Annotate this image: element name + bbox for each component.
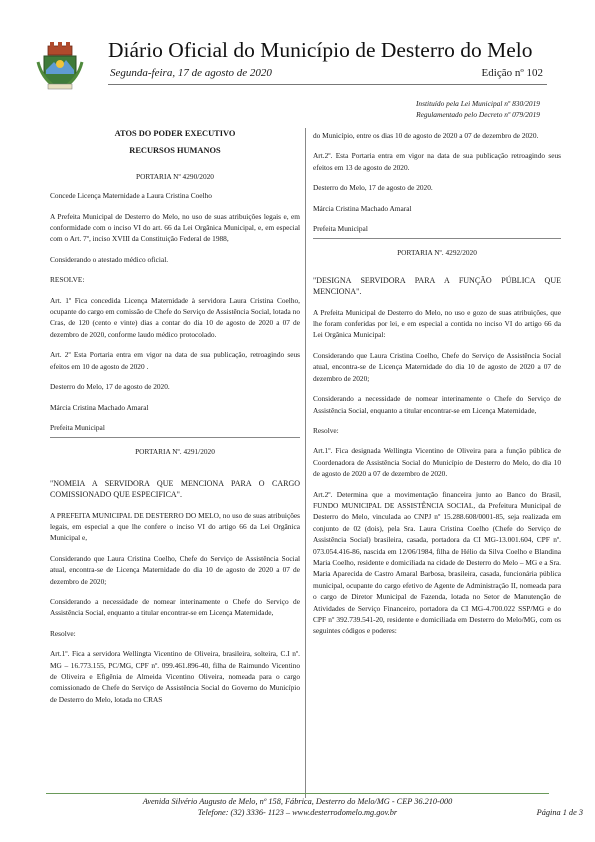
left-column bbox=[50, 128, 300, 714]
column-divider bbox=[305, 128, 306, 798]
portaria-4291-title: "NOMEIA A SERVIDORA QUE MENCIONA PARA O CARGO COMISSIONADO QUE ESPECIFICA". bbox=[50, 478, 300, 500]
portaria-4291-art1: Art.1º. Fica a servidora Wellingta Vicentino de Oliveira, brasileira, solteira, C.I nº. MG – 16.773.155, PC/MG, CPF nº. 099.461.896-40, filha de Raimundo Vicentino de Oliveira e Efigênia de Almeida Vicentino Oliveira, nomeada para o cargo comissionado de Chefe do Serviço de Assistência Social do Governo do Município de Desterro do Melo, lotada no CRAS bbox=[50, 649, 300, 704]
header-divider bbox=[108, 84, 547, 85]
portaria-4291-art2: Art.2º. Esta Portaria entra em vigor na data de sua publicação retroagindo seus efeitos em 13 de agosto de 2020. bbox=[313, 151, 561, 172]
section-heading-executive: ATOS DO PODER EXECUTIVO bbox=[114, 129, 236, 138]
portaria-4291-signatory-role: Prefeita Municipal bbox=[313, 224, 368, 234]
issue-date: Segunda-feira, 17 de agosto de 2020 bbox=[110, 67, 272, 79]
section-heading-hr: RECURSOS HUMANOS bbox=[129, 146, 221, 156]
portaria-4292-number: PORTARIA Nº. 4292/2020 bbox=[397, 248, 477, 258]
portaria-4291-place-date: Desterro do Melo, 17 de agosto de 2020. bbox=[313, 183, 433, 193]
portaria-4291-considering-1: Considerando que Laura Cristina Coelho, Chefe do Serviço de Assistência Social atual, encontra-se de Licença Maternidade do dia 10 de agosto de 2020 a 07 de dezembro de 2020; bbox=[50, 553, 300, 586]
portaria-4291-considering-2: Considerando a necessidade de nomear interinamente o Chefe do Serviço de Assistência Social, enquanto a titular encontrar-se em Licença Maternidade, bbox=[50, 596, 300, 618]
portaria-4292-resolve: Resolve: bbox=[313, 425, 339, 435]
portaria-4291-resolve: Resolve: bbox=[50, 628, 76, 638]
newspaper-title: Diário Oficial do Município de Desterro do Melo bbox=[108, 38, 533, 62]
portaria-4291-signatory: Márcia Cristina Machado Amaral bbox=[313, 203, 412, 213]
portaria-4290-place-date: Desterro do Melo, 17 de agosto de 2020. bbox=[50, 382, 170, 392]
footer-contact: Telefone: (32) 3336- 1123 – www.desterrodomelo.mg.gov.br bbox=[197, 808, 398, 817]
right-column bbox=[313, 130, 561, 646]
portaria-divider bbox=[313, 238, 561, 239]
portaria-4290-considering: Considerando o atestado médico oficial. bbox=[50, 254, 169, 264]
portaria-divider bbox=[50, 437, 300, 438]
regulated-decree-line: Regulamentado pelo Decreto nº 079/2019 bbox=[416, 110, 540, 119]
municipal-coat-of-arms-icon bbox=[36, 40, 84, 90]
institution-note bbox=[416, 98, 540, 120]
portaria-4291-preamble: A PREFEITA MUNICIPAL DE DESTERRO DO MELO, no uso de suas atribuições legais, em especial a que lhe confere o inciso VI do artigo 66 da Lei Orgânica Municipal e, bbox=[50, 510, 300, 543]
edition-number: Edição nº 102 bbox=[481, 67, 543, 79]
portaria-4292-art2: Art.2º. Determina que a movimentação financeira junto ao Banco do Brasil, FUNDO MUNICIPAL DE ASSISTÊNCIA SOCIAL, da Prefeitura Municipal de Desterro do Melo, vinculada ao CNPJ nº 15.288.608/0001-85, seja realizada em conjunto de 02 (dois), pela Sra. Laura Cristina Coelho (Chefe do Serviço de Assistência Social) brasileira, casada, portadora da CI MG-13.001.604, CPF nº. 073.054.416-86, nascida em 12/06/1984, filha de Hélio da Silva Coelho e Blandina Maria Coelho, residente e domiciliada na cidade de Desterro do Melo – MG e a Sra. Maria Aparecida de Castro Amaral Barbosa, brasileira, casada, funcionária pública municipal, ocupante do cargo efetivo de Agente de Administração II, nomeada para o cargo de Diretor Municipal de Fazenda, lotada no Setor de Manutenção de Atividades de Serviço Financeiro, portadora da CI MG-4.700.022 SSP/MG e do CPF nº 392.739.541-20, residente e domiciliada em Desterro do Melo/MG, com os seguintes códigos e poderes: bbox=[313, 489, 561, 636]
portaria-4290-resolve: RESOLVE: bbox=[50, 275, 85, 285]
portaria-4290-preamble: A Prefeita Municipal de Desterro do Melo, no uso de suas atribuições legais e, em conformidade com o inciso VI do art. 66 da Lei Orgânica Municipal, e, em especial com o Art. 7º, inciso XVIII da Constituição Federal de 1988, bbox=[50, 211, 300, 244]
portaria-4292-title: "DESIGNA SERVIDORA PARA A FUNÇÃO PÚBLICA QUE MENCIONA". bbox=[313, 275, 561, 297]
portaria-4290-number: PORTARIA Nº 4290/2020 bbox=[136, 171, 214, 181]
portaria-4292-preamble: A Prefeita Municipal de Desterro do Melo, no uso e gozo de suas atribuições, que lhe foram conferidas por lei, e em especial a contida no inciso VI do artigo 66 da Lei Orgânica Municipal: bbox=[313, 307, 561, 340]
page-number: Página 1 de 3 bbox=[536, 808, 583, 817]
footer-divider bbox=[46, 793, 549, 794]
portaria-4290-signatory: Márcia Cristina Machado Amaral bbox=[50, 402, 149, 412]
portaria-4292-considering-1: Considerando que Laura Cristina Coelho, Chefe do Serviço de Assistência Social atual, encontra-se de Licença Maternidade do dia 10 de agosto de 2020 a 07 de dezembro de 2020; bbox=[313, 350, 561, 383]
portaria-4290-art1: Art. 1º Fica concedida Licença Maternidade à servidora Laura Cristina Coelho, ocupante do cargo em comissão de Chefe do Serviço de Assistência Social, lotada no Cras, de 120 (cento e vinte) dias a contar do dia 10 de agosto de 2020 a 07 de dezembro de 2020, conforme laudo médico protocolado. bbox=[50, 295, 300, 339]
portaria-4290-art2: Art. 2º Esta Portaria entra em vigor na data de sua publicação, retroagindo seus efeitos em 10 de agosto de 2020 . bbox=[50, 350, 300, 371]
portaria-4291-number: PORTARIA Nº. 4291/2020 bbox=[135, 447, 215, 457]
portaria-4290-summary: Concede Licença Maternidade a Laura Cristina Coelho bbox=[50, 191, 212, 201]
instituted-law-line: Instituído pela Lei Municipal nº 830/2019 bbox=[415, 99, 540, 108]
portaria-4290-signatory-role: Prefeita Municipal bbox=[50, 422, 105, 432]
portaria-4292-considering-2: Considerando a necessidade de nomear interinamente o Chefe do Serviço de Assistência Social, enquanto a titular encontrar-se em Licença Maternidade, bbox=[313, 394, 561, 415]
portaria-4291-art1-continued: do Município, entre os dias 10 de agosto de 2020 a 07 de dezembro de 2020. bbox=[313, 131, 539, 140]
footer-address: Avenida Silvério Augusto de Melo, nº 158, Fábrica, Desterro do Melo/MG - CEP 36.210-000 bbox=[142, 797, 453, 806]
portaria-4292-art1: Art.1º. Fica designada Wellingta Vicentino de Oliveira para a função pública de Coordenadora de Assistência Social do Município de Desterro do Melo, do dia 10 de agosto de 2020 a 07 de dezembro de 2020. bbox=[313, 446, 561, 479]
